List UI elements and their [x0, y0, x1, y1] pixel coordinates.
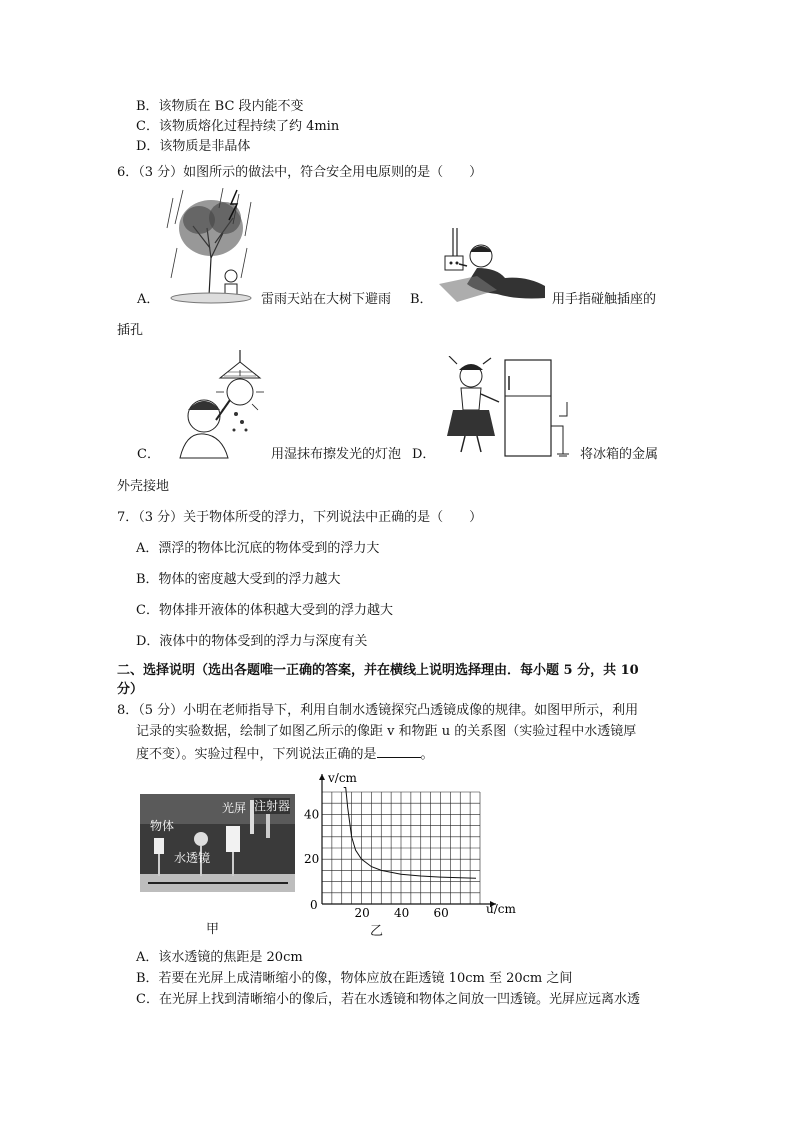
- chart-ticks: [304, 807, 449, 920]
- q7-option-b: B．物体的密度越大受到的浮力越大: [136, 572, 341, 587]
- section-2-heading-continuation: 分）: [117, 682, 144, 697]
- photo-label-syringe: 注射器: [254, 799, 291, 813]
- q7-stem: 7．（3 分）关于物体所受的浮力，下列说法中正确的是（ ）: [117, 510, 483, 525]
- x-tick-label: 20: [354, 906, 370, 920]
- y-axis-label: v/cm: [328, 771, 357, 785]
- chart-grid: [322, 792, 480, 904]
- photo-label-object: 物体: [150, 819, 175, 833]
- q8-stem-line-3: [136, 745, 434, 763]
- y-tick-label: 20: [304, 852, 320, 867]
- q8-stem-line-3-end: 。: [420, 747, 434, 762]
- q6-option-d-continuation: 外壳接地: [117, 479, 170, 494]
- q5-option-d: D．该物质是非晶体: [136, 139, 251, 154]
- q7-option-a: A．漂浮的物体比沉底的物体受到的浮力大: [136, 541, 380, 556]
- chart-axes: [319, 774, 496, 907]
- q8-option-a: A．该水透镜的焦距是 20cm: [136, 950, 303, 965]
- q8-stem-line-3-text: 度不变）。实验过程中，下列说法正确的是: [136, 747, 377, 762]
- q8-option-b: B．若要在光屏上成清晰缩小的像，物体应放在距透镜 10cm 至 20cm 之间: [136, 971, 573, 986]
- q8-stem-line-1: 8．（5 分）小明在老师指导下，利用自制水透镜探究凸透镜成像的规律。如图甲所示，利用: [117, 703, 639, 718]
- boy-wiping-bulb-illustration: [176, 350, 272, 460]
- section-2-heading: 二、选择说明（选出各题唯一正确的答案，并在横线上说明选择理由．每小题 5 分，共 10: [117, 663, 639, 678]
- y-tick-label: 40: [304, 807, 320, 822]
- q5-option-c: C．该物质熔化过程持续了约 4min: [136, 119, 340, 134]
- child-touching-socket-illustration: [437, 228, 549, 304]
- photo-label-water-lens: 水透镜: [174, 851, 211, 865]
- tree-in-rain-illustration: [163, 188, 259, 304]
- x-tick-label: 40: [394, 906, 410, 920]
- v-u-curve: [344, 788, 476, 879]
- caption-yi: 乙: [370, 924, 384, 939]
- experiment-photo: [140, 794, 295, 892]
- y-axis-arrow: [319, 774, 325, 780]
- q8-stem-line-2: 记录的实验数据，绘制了如图乙所示的像距 v 和物距 u 的关系图（实验过程中水透镜厚: [136, 724, 637, 739]
- fridge-grounding-illustration: [443, 356, 583, 458]
- q7-option-d: D．液体中的物体受到的浮力与深度有关: [136, 634, 368, 649]
- x-tick-label: 60: [433, 906, 449, 920]
- q6-option-d-text: 将冰箱的金属: [580, 447, 659, 462]
- caption-jia: 甲: [206, 922, 220, 937]
- q5-option-b: B．该物质在 BC 段内能不变: [136, 99, 304, 114]
- origin-label: 0: [310, 898, 318, 912]
- v-u-graph: [300, 768, 520, 928]
- q6-option-d-letter: D．: [412, 447, 436, 462]
- q8-option-c: C．在光屏上找到清晰缩小的像后，若在水透镜和物体之间放一凹透镜。光屏应远离水透: [136, 992, 640, 1007]
- q6-option-a-letter: A．: [137, 292, 160, 307]
- q7-option-c: C．物体排开液体的体积越大受到的浮力越大: [136, 603, 393, 618]
- q6-option-c-letter: C．: [137, 447, 160, 462]
- x-axis-label: u/cm: [486, 902, 516, 916]
- q6-option-b-continuation: 插孔: [117, 323, 144, 338]
- q6-stem: 6．（3 分）如图所示的做法中，符合安全用电原则的是（ ）: [117, 165, 483, 180]
- photo-label-screen: 光屏: [222, 801, 247, 815]
- q6-option-b-text: 用手指碰触插座的: [552, 292, 657, 307]
- q6-option-a-text: 雷雨天站在大树下避雨: [261, 292, 392, 307]
- answer-blank: [377, 745, 421, 758]
- q6-option-c-text: 用湿抹布擦发光的灯泡: [271, 447, 402, 462]
- q6-option-b-letter: B．: [410, 292, 433, 307]
